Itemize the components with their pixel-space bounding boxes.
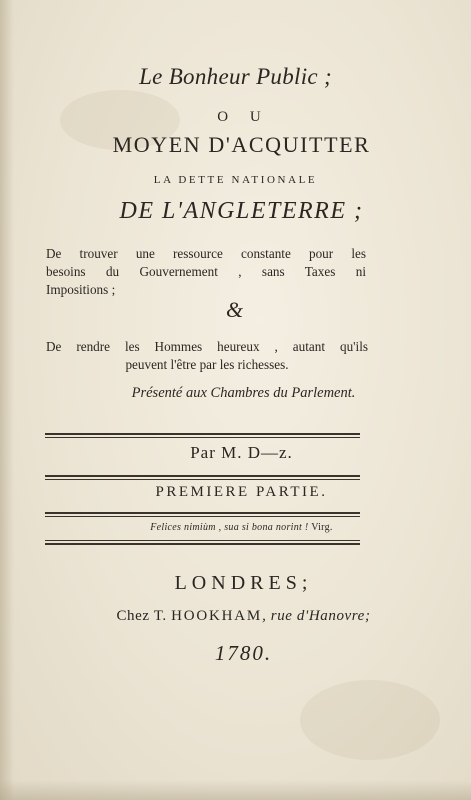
divider-rule: [45, 516, 360, 517]
paragraph-line: peuvent l'être par les richesses.: [125, 357, 289, 372]
publisher-name: HOOKHAM: [171, 608, 263, 624]
epigraph-text: Felices nimiùm , sua si bona norint !: [150, 522, 309, 533]
epigraph-source: Virg.: [311, 522, 333, 533]
subtitle-line-3: DE L'ANGLETERRE ;: [119, 198, 364, 224]
subtitle-line-2: LA DETTE NATIONALE: [153, 174, 318, 186]
divider-rule: [45, 437, 360, 438]
presented-line: Présenté aux Chambres du Parlement.: [131, 385, 356, 401]
divider-rule: [45, 479, 360, 480]
page-bottom-shadow: [0, 780, 471, 800]
paragraph-line: Impositions ;: [46, 282, 116, 297]
divider-rule: [45, 543, 360, 545]
paragraph-line: besoins du Gouvernement , sans Taxes ni: [46, 264, 366, 279]
divider-rule: [45, 475, 360, 477]
paragraph-line: De trouver une ressource constante pour les: [46, 246, 366, 261]
divider-rule: [45, 433, 360, 435]
divider-rule: [45, 540, 360, 541]
imprint-year: 1780.: [214, 641, 273, 665]
book-title: Le Bonheur Public ;: [139, 64, 332, 89]
ampersand-ornament: &: [225, 297, 246, 322]
description-paragraph-2: [46, 338, 368, 374]
author-line: Par M. D—z.: [190, 443, 293, 462]
paper-stain: [300, 680, 440, 760]
part-line: PREMIERE PARTIE.: [155, 484, 328, 500]
publisher-address: , rue d'Hanovre;: [262, 608, 371, 624]
publisher-prefix: Chez T.: [116, 608, 167, 624]
imprint-publisher: [8, 608, 471, 625]
epigraph: [6, 522, 471, 533]
subtitle-line-1: MOYEN D'ACQUITTER: [112, 132, 371, 157]
divider-rule: [45, 512, 360, 514]
paragraph-line: De rendre les Hommes heureux , autant qu'ils: [46, 339, 368, 354]
description-paragraph-1: [46, 245, 366, 299]
imprint-place: LONDRES;: [174, 572, 313, 594]
title-conjunction: O U: [217, 109, 270, 125]
